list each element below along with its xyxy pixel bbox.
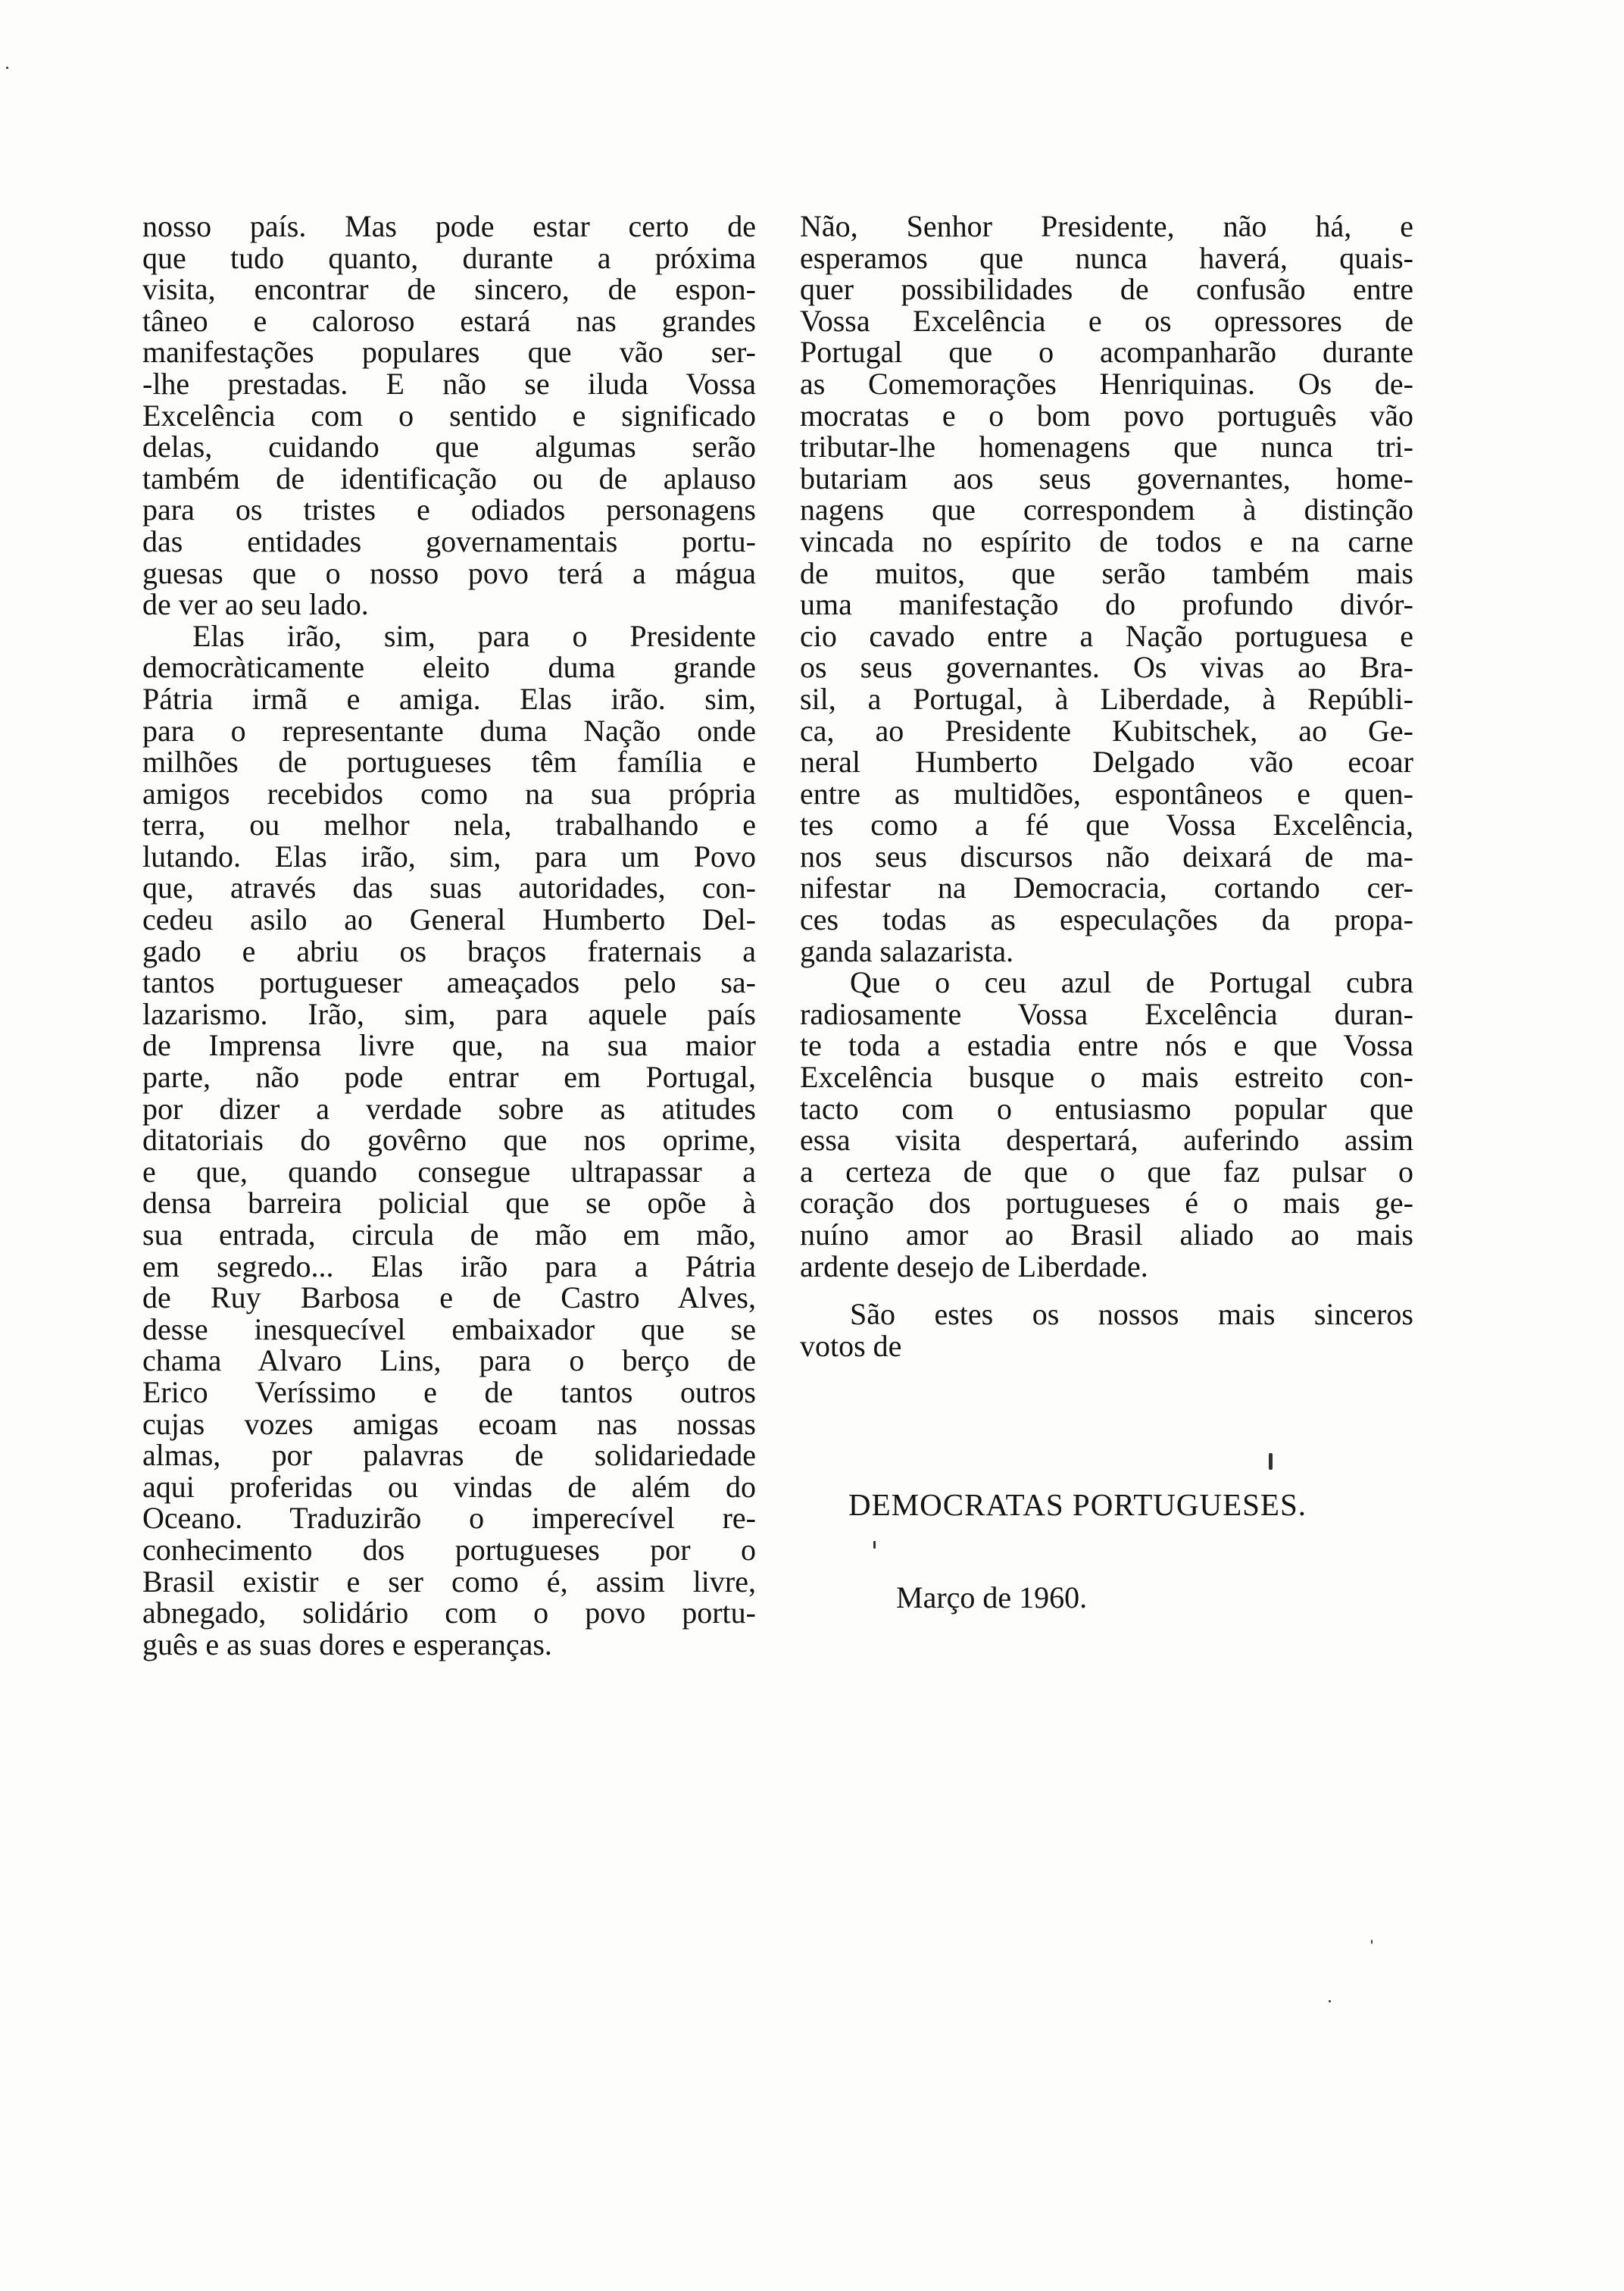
text-line: aqui proferidas ou vindas de além do [142, 1469, 756, 1504]
text-line: guês e as suas dores e esperanças. [142, 1627, 552, 1661]
text-line: nos seus discursos não deixará de ma- [800, 839, 1413, 874]
print-speck [6, 67, 8, 69]
text-line: essa visita despertará, auferindo assim [800, 1123, 1413, 1158]
paragraph [800, 967, 1413, 1282]
text-line: de ver ao seu lado. [142, 587, 369, 622]
text-line: mocratas e o bom povo português vão [800, 398, 1413, 433]
print-speck [1329, 2000, 1331, 2002]
text-line: de Ruy Barbosa e de Castro Alves, [142, 1280, 756, 1315]
text-line: votos de [800, 1328, 902, 1363]
text-line: densa barreira policial que se opõe à [142, 1186, 756, 1221]
text-line: ardente desejo de Liberdade. [800, 1249, 1148, 1283]
text-line: milhões de portugueses têm família e [142, 745, 756, 780]
text-line: tantos portugueser ameaçados pelo sa- [142, 965, 756, 1000]
text-line: sil, a Portugal, à Liberdade, à Repúbli- [800, 681, 1413, 716]
text-line: democràticamente eleito duma grande [142, 650, 756, 685]
text-line: tacto com o entusiasmo popular que [800, 1091, 1413, 1126]
paragraph-gap [800, 1282, 1413, 1299]
text-line: que, através das suas autoridades, con- [142, 870, 756, 905]
text-line: desse inesquecível embaixador que se [142, 1311, 756, 1346]
text-line: os seus governantes. Os vivas ao Bra- [800, 650, 1413, 685]
text-line: lutando. Elas irão, sim, para um Povo [142, 839, 756, 874]
text-line: coração dos portugueses é o mais ge- [800, 1186, 1413, 1221]
text-line: cio cavado entre a Nação portuguesa e [800, 618, 1413, 653]
text-line: -lhe prestadas. E não se iluda Vossa [142, 366, 756, 401]
text-line: ces todas as especulações da propa- [800, 902, 1413, 937]
paragraph [800, 1299, 1413, 1361]
text-line: de muitos, que serão também mais [800, 555, 1413, 590]
text-line: manifestações populares que vão ser- [142, 335, 756, 370]
text-line: chama Alvaro Lins, para o berço de [142, 1343, 756, 1378]
text-line: também de identificação ou de aplauso [142, 461, 756, 495]
text-line: guesas que o nosso povo terá a mágua [142, 555, 756, 590]
signature-name: DEMOCRATAS PORTUGUESES. [848, 1487, 1307, 1522]
text-line: e que, quando consegue ultrapassar a [142, 1154, 756, 1189]
text-line: esperamos que nunca haverá, quais- [800, 240, 1413, 275]
text-line: sua entrada, circula de mão em mão, [142, 1217, 756, 1252]
text-line: Brasil existir e ser como é, assim livre, [142, 1564, 756, 1599]
text-line: tâneo e caloroso estará nas grandes [142, 303, 756, 338]
text-line: Excelência busque o mais estreito con- [800, 1060, 1413, 1095]
paragraph [800, 211, 1413, 967]
text-line: Não, Senhor Presidente, não há, e [800, 209, 1413, 243]
text-line: em segredo... Elas irão para a Pátria [142, 1249, 756, 1283]
text-line: radiosamente Vossa Excelência duran- [800, 996, 1413, 1031]
text-line: a certeza de que o que faz pulsar o [800, 1154, 1413, 1189]
paragraph [142, 620, 756, 1661]
paragraph [142, 211, 756, 620]
text-line: parte, não pode entrar em Portugal, [142, 1060, 756, 1095]
text-line: gado e abriu os braços fraternais a [142, 933, 756, 968]
text-line: vincada no espírito de todos e na carne [800, 524, 1413, 558]
text-line: quer possibilidades de confusão entre [800, 272, 1413, 307]
text-line: te toda a estadia entre nós e que Vossa [800, 1028, 1413, 1063]
text-line: Elas irão, sim, para o Presidente [192, 618, 756, 653]
text-line: que tudo quanto, durante a próxima [142, 240, 756, 275]
text-line: nosso país. Mas pode estar certo de [142, 209, 756, 243]
text-line: cedeu asilo ao General Humberto Del- [142, 902, 756, 937]
text-line: nifestar na Democracia, cortando cer- [800, 870, 1413, 905]
print-speck [1371, 1939, 1373, 1944]
text-line: neral Humberto Delgado vão ecoar [800, 745, 1413, 780]
print-speck [1269, 1453, 1273, 1470]
text-line: das entidades governamentais portu- [142, 524, 756, 558]
text-line: de Imprensa livre que, na sua maior [142, 1028, 756, 1063]
text-line: delas, cuidando que algumas serão [142, 430, 756, 464]
text-line: Que o ceu azul de Portugal cubra [850, 965, 1413, 1000]
text-line: butariam aos seus governantes, home- [800, 461, 1413, 495]
text-line: Pátria irmã e amiga. Elas irão. sim, [142, 681, 756, 716]
text-line: ditatoriais do govêrno que nos oprime, [142, 1123, 756, 1158]
text-line: entre as multidões, espontâneos e quen- [800, 776, 1413, 811]
text-line: para o representante duma Nação onde [142, 713, 756, 748]
text-line: tes como a fé que Vossa Excelência, [800, 808, 1413, 842]
text-line: por dizer a verdade sobre as atitudes [142, 1091, 756, 1126]
left-column [142, 211, 756, 1660]
text-line: terra, ou melhor nela, trabalhando e [142, 808, 756, 842]
print-speck [873, 1541, 876, 1549]
text-line: Erico Veríssimo e de tantos outros [142, 1374, 756, 1409]
text-line: ca, ao Presidente Kubitschek, ao Ge- [800, 713, 1413, 748]
text-line: Portugal que o acompanharão durante [800, 335, 1413, 370]
text-line: abnegado, solidário com o povo portu- [142, 1596, 756, 1630]
text-line: amigos recebidos como na sua própria [142, 776, 756, 811]
text-line: para os tristes e odiados personagens [142, 492, 756, 527]
text-line: Vossa Excelência e os opressores de [800, 303, 1413, 338]
text-line: tributar-lhe homenagens que nunca tri- [800, 430, 1413, 464]
text-line: as Comemorações Henriquinas. Os de- [800, 366, 1413, 401]
text-line: visita, encontrar de sincero, de espon- [142, 272, 756, 307]
text-line: lazarismo. Irão, sim, para aquele país [142, 996, 756, 1031]
text-line: almas, por palavras de solidariedade [142, 1438, 756, 1473]
text-line: Oceano. Traduzirão o imperecível re- [142, 1501, 756, 1536]
signature-date: Março de 1960. [896, 1580, 1088, 1614]
text-line: cujas vozes amigas ecoam nas nossas [142, 1406, 756, 1441]
text-line: nuíno amor ao Brasil aliado ao mais [800, 1217, 1413, 1252]
text-line: Excelência com o sentido e significado [142, 398, 756, 433]
text-line: uma manifestação do profundo divór- [800, 587, 1413, 622]
text-line: conhecimento dos portugueses por o [142, 1532, 756, 1567]
right-column [800, 211, 1413, 1361]
text-line: nagens que correspondem à distinção [800, 492, 1413, 527]
text-line: ganda salazarista. [800, 933, 1014, 968]
text-line: São estes os nossos mais sinceros [850, 1297, 1413, 1332]
